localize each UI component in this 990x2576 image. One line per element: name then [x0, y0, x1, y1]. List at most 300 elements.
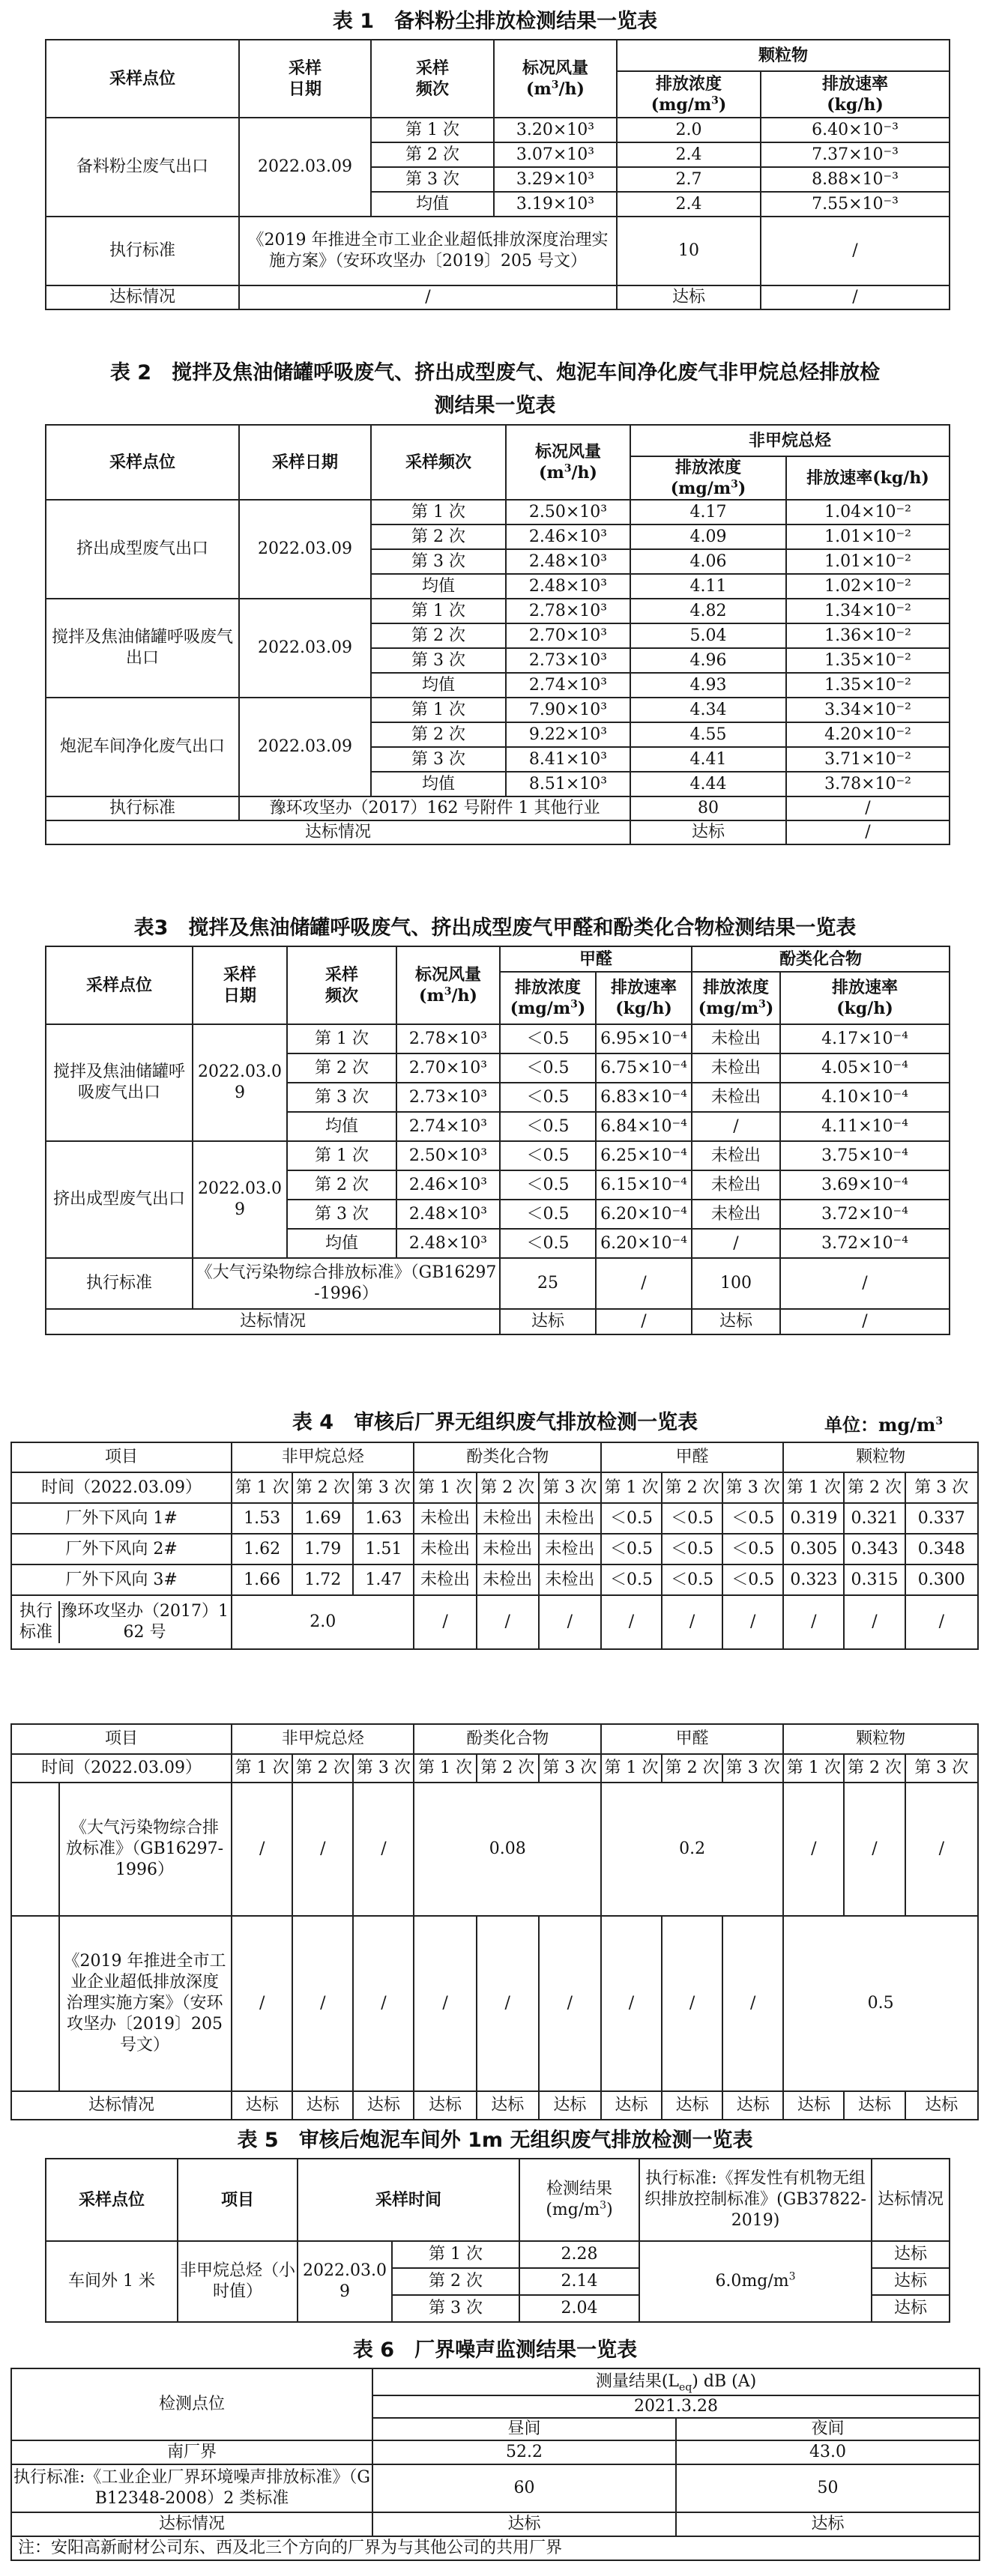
t3-conc1-label: 排放浓度 — [514, 978, 581, 997]
table3 — [45, 946, 950, 1335]
table-cell: 2.48×10³ — [396, 1200, 500, 1229]
t2-header-flow: 标况风量 $(m^3/h)$ — [506, 425, 630, 500]
t2-status-rate: / — [786, 820, 950, 844]
t6-standard-night: 50 — [676, 2464, 980, 2512]
table-cell: 第 3 次 — [371, 747, 506, 772]
table-cell: 8.51×10³ — [506, 772, 630, 796]
table-cell: ＜0.5 — [662, 1564, 722, 1595]
t3-point-2: 挤出成型废气出口 — [46, 1141, 193, 1258]
table-cell: 第 2 次 — [287, 1053, 396, 1083]
table-cell: 第 1 次 — [371, 599, 506, 623]
table-cell: 2.4 — [617, 142, 761, 167]
table-cell: 未检出 — [692, 1200, 780, 1229]
table-cell: 未检出 — [414, 1534, 476, 1564]
t1-header-flow: 标况风量 $(m^3/h)$ — [494, 40, 617, 118]
table-cell: 第 2 次 — [844, 1472, 905, 1503]
table-cell: 3.72×10⁻⁴ — [780, 1229, 950, 1258]
table-cell: 达标 — [905, 2091, 978, 2120]
table-cell: 第 2 次 — [371, 722, 506, 747]
t2-header-group: 非甲烷总烃 — [630, 425, 950, 456]
table-cell: 0.321 — [844, 1503, 905, 1534]
table-cell: 达标 — [872, 2295, 950, 2322]
table-cell: / — [414, 1916, 476, 2091]
table-cell: 3.07×10³ — [494, 142, 617, 167]
t4-standard-label — [11, 1595, 232, 1649]
t4c-status-label: 达标情况 — [11, 2091, 232, 2120]
t2-point-2: 搅拌及焦油储罐呼吸废气出口 — [46, 599, 239, 698]
t4-unit-label: 单位： — [824, 1414, 878, 1436]
t4-row-label: 厂外下风向 1# — [11, 1503, 232, 1534]
table-cell: 第 2 次 — [292, 1754, 353, 1783]
table-cell: 1.51 — [353, 1534, 414, 1564]
t4c-standard2 — [11, 1916, 232, 2091]
t2-standard-conc: 80 — [630, 796, 786, 820]
t4-row-label: 厂外下风向 2# — [11, 1534, 232, 1564]
table-cell: 达标 — [292, 2091, 353, 2120]
t3-flow-label: 标况风量 — [414, 965, 481, 985]
t2-date-1: 2022.03.09 — [239, 500, 371, 599]
table-cell: 达标 — [539, 2091, 601, 2120]
table-cell: 9.22×10³ — [506, 722, 630, 747]
table-cell: 6.95×10⁻⁴ — [596, 1024, 692, 1053]
t4-standard-val: 2.0 — [232, 1595, 414, 1649]
table-cell: 3.34×10⁻² — [786, 698, 950, 722]
table-cell: / — [844, 1783, 905, 1916]
t3-standard-2: / — [596, 1258, 692, 1309]
table-cell: ＜0.5 — [662, 1534, 722, 1564]
table-cell: 3.78×10⁻² — [786, 772, 950, 796]
table2 — [45, 424, 950, 845]
table-cell: 2.50×10³ — [396, 1141, 500, 1170]
t3-rate2-label: 排放速率 — [832, 978, 899, 997]
table-cell: / — [477, 1916, 539, 2091]
t3-rate1-label: 排放速率 — [611, 978, 677, 997]
table-cell: 第 2 次 — [292, 1472, 353, 1503]
t4c-header-item: 项目 — [11, 1724, 232, 1754]
table-cell: / — [601, 1916, 662, 2091]
table-cell: 1.63 — [353, 1503, 414, 1534]
table5-title: 表 5 审核后炮泥车间外 1m 无组织废气排放检测一览表 — [237, 2129, 753, 2152]
table-cell: 2.50×10³ — [506, 500, 630, 524]
table-cell: 2.73×10³ — [506, 648, 630, 673]
t4c-header-g4: 颗粒物 — [783, 1724, 978, 1754]
table-cell: / — [353, 1916, 414, 2091]
t6-status-night: 达标 — [676, 2512, 980, 2536]
t3-standard-1: 25 — [500, 1258, 596, 1309]
t2-header-point: 采样点位 — [46, 425, 239, 500]
table-cell: 43.0 — [676, 2440, 980, 2464]
t5-title-b: 无组织废气排放检测一览表 — [503, 2129, 753, 2152]
table-cell: 0.300 — [905, 1564, 978, 1595]
table-cell: 均值 — [287, 1112, 396, 1141]
table-cell: 达标 — [662, 2091, 722, 2120]
t2-date-2: 2022.03.09 — [239, 599, 371, 698]
table-cell: 4.20×10⁻² — [786, 722, 950, 747]
table-cell: / — [414, 1595, 476, 1649]
table-cell: 均值 — [371, 673, 506, 698]
table-cell: 2.46×10³ — [506, 524, 630, 549]
t2-header-freq: 采样频次 — [371, 425, 506, 500]
table-cell: 均值 — [287, 1229, 396, 1258]
table-cell: 第 2 次 — [287, 1170, 396, 1200]
table-cell: 4.82 — [630, 599, 786, 623]
table-cell: 4.44 — [630, 772, 786, 796]
table-cell: 未检出 — [539, 1503, 601, 1534]
table-cell: 2.78×10³ — [396, 1024, 500, 1053]
table-cell: ＜0.5 — [500, 1200, 596, 1229]
table-cell: 第 3 次 — [287, 1200, 396, 1229]
table-cell: 第 3 次 — [722, 1754, 783, 1783]
table-cell: 未检出 — [477, 1534, 539, 1564]
t5-item: 非甲烷总烃（小时值） — [178, 2241, 298, 2322]
table-cell: 第 1 次 — [371, 118, 494, 142]
table-cell: 第 1 次 — [287, 1024, 396, 1053]
t6-standard-text: 执行标准:《工业企业厂界环境噪声排放标准》（GB12348-2008）2 类标准 — [11, 2464, 372, 2512]
table-cell: 1.01×10⁻² — [786, 524, 950, 549]
t1-status-label: 达标情况 — [46, 285, 239, 309]
t3-date-1: 2022.03.09 — [193, 1024, 287, 1141]
t4-header-g3: 甲醛 — [601, 1442, 783, 1472]
t3-header-conc1: 排放浓度 $(mg/m^3)$ — [500, 972, 596, 1024]
t2-title-line2: 测结果一览表 — [434, 394, 556, 417]
table-cell: 第 3 次 — [392, 2295, 519, 2322]
table-cell: / — [722, 1595, 783, 1649]
table-cell: 2.28 — [519, 2241, 639, 2268]
t4c-standard2-text: 《2019 年推进全市工业企业超低排放深度治理实施方案》（安环攻坚办〔2019〕205 号文） — [63, 1952, 226, 2055]
t2-title-line1: 表 2 搅拌及焦油储罐呼吸废气、挤出成型废气、炮泥车间净化废气非甲烷总烃排放检 — [109, 361, 881, 384]
t4-header-g4: 颗粒物 — [783, 1442, 978, 1472]
t2-flow-label: 标况风量 — [534, 442, 601, 462]
table-cell: 3.71×10⁻² — [786, 747, 950, 772]
table-cell: / — [477, 1595, 539, 1649]
t6-status-day: 达标 — [372, 2512, 676, 2536]
table-cell: 1.01×10⁻² — [786, 549, 950, 574]
table-cell: 第 3 次 — [353, 1472, 414, 1503]
t5-header-item: 项目 — [178, 2159, 298, 2241]
t6-standard-day: 60 — [372, 2464, 676, 2512]
table-cell: 未检出 — [414, 1564, 476, 1595]
t3-header-conc2: 排放浓度 $(mg/m^3)$ — [692, 972, 780, 1024]
t6-header-day: 昼间 — [372, 2418, 676, 2440]
t3-header-group1: 甲醛 — [500, 946, 692, 972]
table-cell: 1.69 — [292, 1503, 353, 1534]
table-cell: 0.343 — [844, 1534, 905, 1564]
table-cell: 第 3 次 — [905, 1472, 978, 1503]
table-cell: 2.7 — [617, 167, 761, 192]
table-cell: / — [539, 1595, 601, 1649]
table-cell: 2.48×10³ — [396, 1229, 500, 1258]
table-cell: 0.315 — [844, 1564, 905, 1595]
table-cell: / — [783, 1783, 844, 1916]
t1-status-mid: / — [239, 285, 617, 309]
table-cell: ＜0.5 — [500, 1053, 596, 1083]
table-cell: 第 1 次 — [287, 1141, 396, 1170]
t1-conc-label: 排放浓度 — [655, 74, 722, 94]
table-cell: 第 1 次 — [601, 1754, 662, 1783]
table-cell: 1.79 — [292, 1534, 353, 1564]
table-cell: 0.305 — [783, 1534, 844, 1564]
table-cell: / — [905, 1783, 978, 1916]
t1-header-freq: 采样 频次 — [371, 40, 494, 118]
t4c-header-g3: 甲醛 — [601, 1724, 783, 1754]
table-cell: 1.53 — [232, 1503, 292, 1534]
t3-standard-3: 100 — [692, 1258, 780, 1309]
table-cell: 第 3 次 — [905, 1754, 978, 1783]
table-cell: 第 3 次 — [722, 1472, 783, 1503]
t3-point-1: 搅拌及焦油储罐呼吸废气出口 — [46, 1024, 193, 1141]
table-cell: 未检出 — [692, 1053, 780, 1083]
table-cell: 1.72 — [292, 1564, 353, 1595]
table-cell: ＜0.5 — [500, 1141, 596, 1170]
table-cell: ＜0.5 — [722, 1503, 783, 1534]
table-cell: 第 1 次 — [371, 698, 506, 722]
table-cell: 7.90×10³ — [506, 698, 630, 722]
table-cell: 第 1 次 — [601, 1472, 662, 1503]
table-cell: 4.17×10⁻⁴ — [780, 1024, 950, 1053]
table-cell: 1.35×10⁻² — [786, 648, 950, 673]
t1-flow-label: 标况风量 — [522, 58, 588, 78]
table-cell: 2.70×10³ — [506, 623, 630, 648]
table-cell: / — [722, 1916, 783, 2091]
table-cell: ＜0.5 — [500, 1112, 596, 1141]
table-cell: 4.10×10⁻⁴ — [780, 1083, 950, 1112]
table-cell: 第 2 次 — [477, 1754, 539, 1783]
t1-standard-text: 《2019 年推进全市工业企业超低排放深度治理实施方案》（安环攻坚办〔2019〕205 号文） — [239, 217, 617, 285]
t1-header-date: 采样 日期 — [239, 40, 371, 118]
table-cell: 4.34 — [630, 698, 786, 722]
table-cell: 未检出 — [692, 1083, 780, 1112]
table-cell: 0.319 — [783, 1503, 844, 1534]
table-cell: 第 3 次 — [353, 1754, 414, 1783]
table-cell: 未检出 — [692, 1024, 780, 1053]
t4c-formaldehyde-std: 0.2 — [601, 1783, 783, 1916]
table-cell: 第 3 次 — [539, 1472, 601, 1503]
t3-header-flow: 标况风量 $(m^3/h)$ — [396, 946, 500, 1024]
table4-title: 表 4 审核后厂界无组织废气排放检测一览表 — [292, 1411, 698, 1434]
table-cell: 第 1 次 — [392, 2241, 519, 2268]
t6-note: 注：安阳高新耐材公司东、西及北三个方向的厂界为与其他公司的共用厂界 — [11, 2536, 980, 2560]
table2-title — [0, 357, 990, 423]
t3-date-2: 2022.03.09 — [193, 1141, 287, 1258]
t4-standard-text: 豫环攻坚办（2017）162 号 — [61, 1602, 229, 1642]
table-cell: 均值 — [371, 574, 506, 599]
table-cell: 4.41 — [630, 747, 786, 772]
table-cell: 第 2 次 — [371, 524, 506, 549]
t5-title-a: 表 5 审核后炮泥车间外 — [237, 2129, 468, 2152]
table-cell: 未检出 — [692, 1141, 780, 1170]
table-cell: 未检出 — [539, 1534, 601, 1564]
table-cell: / — [692, 1112, 780, 1141]
table-cell: 4.05×10⁻⁴ — [780, 1053, 950, 1083]
table-cell: 第 2 次 — [371, 142, 494, 167]
table-cell: 第 3 次 — [371, 648, 506, 673]
t4c-particulate-std: 0.5 — [783, 1916, 978, 2091]
table-cell: 4.11×10⁻⁴ — [780, 1112, 950, 1141]
table-cell: / — [844, 1595, 905, 1649]
t2-standard-label: 执行标准 — [46, 796, 239, 820]
table-cell: 8.88×10⁻³ — [761, 167, 950, 192]
t2-status-label: 达标情况 — [46, 820, 630, 844]
table-cell: 7.37×10⁻³ — [761, 142, 950, 167]
t4-standard-inner — [13, 1601, 229, 1643]
table-cell: 6.84×10⁻⁴ — [596, 1112, 692, 1141]
table-cell: ＜0.5 — [722, 1534, 783, 1564]
table-cell: 2.04 — [519, 2295, 639, 2322]
table1-title: 表 1 备料粉尘排放检测结果一览表 — [332, 10, 658, 33]
table-cell: 第 2 次 — [844, 1754, 905, 1783]
table-cell: 2.46×10³ — [396, 1170, 500, 1200]
t1-standard-rate: / — [761, 217, 950, 285]
table-cell: 2.74×10³ — [396, 1112, 500, 1141]
table-cell: 1.47 — [353, 1564, 414, 1595]
table-cell: 4.93 — [630, 673, 786, 698]
t3-status-3: 达标 — [692, 1309, 780, 1334]
table-cell: 2.4 — [617, 192, 761, 217]
table-cell: 3.20×10³ — [494, 118, 617, 142]
table-cell: 达标 — [872, 2241, 950, 2268]
t5-limit: $6.0mg/m^3$ — [639, 2241, 872, 2322]
table-cell: 未检出 — [539, 1564, 601, 1595]
table-cell: 52.2 — [372, 2440, 676, 2464]
t4c-standard2-inner — [13, 1917, 229, 2090]
table-cell: 2.0 — [617, 118, 761, 142]
table-cell: 未检出 — [414, 1503, 476, 1534]
t6-row-label: 南厂界 — [11, 2440, 372, 2464]
t5-limit-value: 6.0 — [715, 2272, 742, 2291]
t3-standard-label: 执行标准 — [46, 1258, 193, 1309]
t4c-phenol-std: 0.08 — [414, 1783, 600, 1916]
table-cell: / — [662, 1595, 722, 1649]
table-cell: ＜0.5 — [500, 1229, 596, 1258]
t4c-standard1-text: 《大气污染物综合排放标准》（GB16297-1996） — [65, 1818, 224, 1879]
table-cell: ＜0.5 — [601, 1534, 662, 1564]
t2-standard-rate: / — [786, 796, 950, 820]
table-cell: / — [662, 1916, 722, 2091]
table-cell: / — [232, 1916, 292, 2091]
t6-status-label: 达标情况 — [11, 2512, 372, 2536]
table-cell: 1.34×10⁻² — [786, 599, 950, 623]
t3-header-point: 采样点位 — [46, 946, 193, 1024]
table-cell: / — [232, 1783, 292, 1916]
table-cell: 达标 — [232, 2091, 292, 2120]
table-cell: 4.96 — [630, 648, 786, 673]
table6-title: 表 6 厂界噪声监测结果一览表 — [352, 2338, 638, 2362]
t3-status-4: / — [780, 1309, 950, 1334]
table-cell: 6.20×10⁻⁴ — [596, 1200, 692, 1229]
table-cell: 第 3 次 — [287, 1083, 396, 1112]
table-cell: 达标 — [783, 2091, 844, 2120]
table-cell: 3.72×10⁻⁴ — [780, 1200, 950, 1229]
t4c-blank — [13, 1917, 59, 2090]
t3-standard-4: / — [780, 1258, 950, 1309]
t2-header-conc: 排放浓度 $(mg/m^3)$ — [630, 456, 786, 500]
t2-status-conc: 达标 — [630, 820, 786, 844]
t4c-standard1 — [11, 1783, 232, 1916]
table-cell: ＜0.5 — [500, 1170, 596, 1200]
table-cell: 第 1 次 — [232, 1754, 292, 1783]
table-cell: 未检出 — [477, 1503, 539, 1534]
table-cell: 2.73×10³ — [396, 1083, 500, 1112]
table-cell: 达标 — [477, 2091, 539, 2120]
t4-header-g1: 非甲烷总烃 — [232, 1442, 414, 1472]
t4c-blank — [13, 1783, 59, 1915]
t5-header-time: 采样时间 — [298, 2159, 519, 2241]
table-cell: 1.35×10⁻² — [786, 673, 950, 698]
t5-date: 2022.03.09 — [298, 2241, 392, 2322]
table-cell: 1.62 — [232, 1534, 292, 1564]
table-cell: 6.83×10⁻⁴ — [596, 1083, 692, 1112]
table-cell: 6.75×10⁻⁴ — [596, 1053, 692, 1083]
t4c-time-label: 时间（2022.03.09） — [11, 1754, 232, 1783]
table-cell: 7.55×10⁻³ — [761, 192, 950, 217]
t2-conc-label: 排放浓度 — [674, 458, 741, 477]
table-cell: / — [353, 1783, 414, 1916]
table-cell: 3.29×10³ — [494, 167, 617, 192]
t3-header-rate1: 排放速率 (kg/h) — [596, 972, 692, 1024]
t2-date-3: 2022.03.09 — [239, 698, 371, 796]
table-cell: 8.41×10³ — [506, 747, 630, 772]
table-cell: ＜0.5 — [662, 1503, 722, 1534]
table-cell: 第 2 次 — [371, 623, 506, 648]
table-cell: 未检出 — [692, 1170, 780, 1200]
table-cell: 4.06 — [630, 549, 786, 574]
table-cell: 2.70×10³ — [396, 1053, 500, 1083]
table-cell: 0.323 — [783, 1564, 844, 1595]
table-cell: 2.48×10³ — [506, 549, 630, 574]
table-cell: 3.69×10⁻⁴ — [780, 1170, 950, 1200]
table-cell: 0.348 — [905, 1534, 978, 1564]
t3-standard-text: 《大气污染物综合排放标准》（GB16297-1996） — [193, 1258, 500, 1309]
table-cell: 0.337 — [905, 1503, 978, 1534]
table-cell: 1.04×10⁻² — [786, 500, 950, 524]
t5-header-result: 检测结果 $(mg/m^3)$ — [519, 2159, 639, 2241]
t4c-header-g2: 酚类化合物 — [414, 1724, 600, 1754]
table-cell: 4.11 — [630, 574, 786, 599]
t1-rate-label: 排放速率 — [822, 74, 889, 94]
table-cell: 5.04 — [630, 623, 786, 648]
t4c-header-g1: 非甲烷总烃 — [232, 1724, 414, 1754]
t5-header-standard: 执行标准:《挥发性有机物无组织排放控制标准》(GB37822-2019) — [639, 2159, 872, 2241]
t3-header-rate2: 排放速率 (kg/h) — [780, 972, 950, 1024]
table-cell: 达标 — [844, 2091, 905, 2120]
table-cell: 第 1 次 — [232, 1472, 292, 1503]
table-cell: 2.74×10³ — [506, 673, 630, 698]
table-cell: 2.78×10³ — [506, 599, 630, 623]
table-cell: ＜0.5 — [601, 1564, 662, 1595]
table-cell: 第 1 次 — [783, 1472, 844, 1503]
table-cell: ＜0.5 — [601, 1503, 662, 1534]
t4-header-item: 项目 — [11, 1442, 232, 1472]
t2-standard-text: 豫环攻坚办（2017）162 号附件 1 其他行业 — [239, 796, 630, 820]
table-cell: 第 2 次 — [477, 1472, 539, 1503]
table-cell: 6.20×10⁻⁴ — [596, 1229, 692, 1258]
table-cell: 第 1 次 — [414, 1754, 476, 1783]
t6-result-a: 测量结果 — [595, 2372, 662, 2391]
table-cell: / — [601, 1595, 662, 1649]
t3-status-1: 达标 — [500, 1309, 596, 1334]
t1-header-rate: 排放速率 (kg/h) — [761, 71, 950, 118]
table-cell: 1.36×10⁻² — [786, 623, 950, 648]
t1-header-point: 采样点位 — [46, 40, 239, 118]
table-cell: 第 3 次 — [371, 549, 506, 574]
t1-status-rate: / — [761, 285, 950, 309]
t4-row-label: 厂外下风向 3# — [11, 1564, 232, 1595]
t6-header-date: 2021.3.28 — [372, 2395, 980, 2418]
table-cell: 2.48×10³ — [506, 574, 630, 599]
table-cell: 第 3 次 — [539, 1754, 601, 1783]
t6-header-result: 测量结果$(L_{eq})$ dB (A) — [372, 2368, 980, 2395]
table1 — [45, 39, 950, 310]
